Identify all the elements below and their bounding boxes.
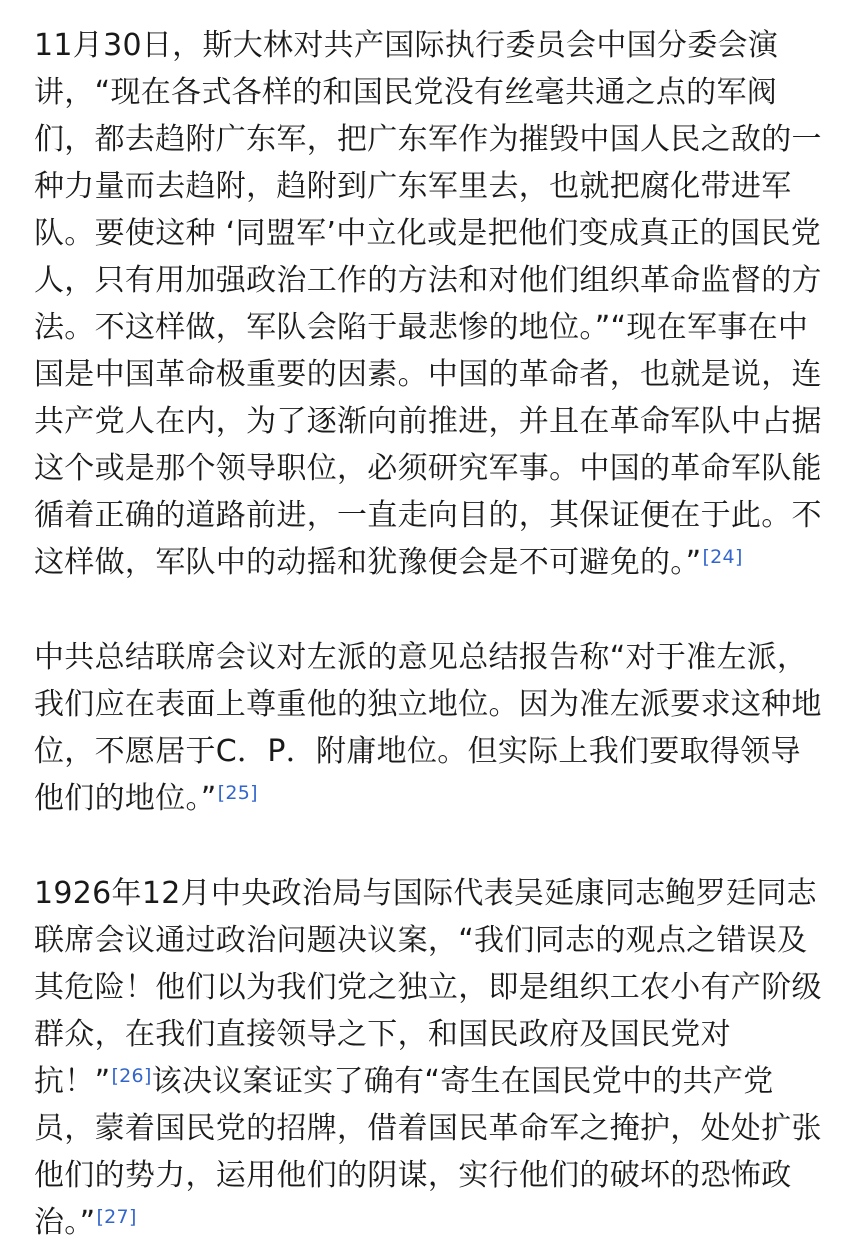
paragraph-3: [34, 870, 826, 1246]
paragraph-text: 11月30日，斯大林对共产国际执行委员会中国分委会演讲，“现在各式各样的和国民党没有丝毫共通之点的军阀们，都去趋附广东军，把广东军作为摧毁中国人民之敌的一种力量而去趋附，趋附到广东军里去，也就把腐化带进军队。要使这种 ‘同盟军’中立化或是把他们变成真正的国民党人，只有用加强政治工作的方法和对他们组织革命监督的方法。不这样做，军队会陷于最悲惨的地位。”“现在军事在中国是中国革命极重要的因素。中国的革命者，也就是说，连共产党人在内，为了逐渐向前推进，并且在革命军队中占据这个或是那个领导职位，必须研究军事。中国的革命军队能循着正确的道路前进，一直走向目的，其保证便在于此。不这样做，军队中的动摇和犹豫便会是不可避免的。”: [34, 28, 822, 580]
paragraph-text: 该决议案证实了确有“寄生在国民党中的共产党员，蒙着国民党的招牌，借着国民革命军之掩护，处处扩张他们的势力，运用他们的阴谋，实行他们的破坏的恐怖政治。”: [34, 1064, 822, 1240]
footnote-ref-27[interactable]: [27]: [96, 1206, 137, 1228]
paragraph-text: 1926年12月中央政治局与国际代表吴延康同志鲍罗廷同志联席会议通过政治问题决议案，“我们同志的观点之错误及其危险！他们以为我们党之独立，即是组织工农小有产阶级群众，在我们直接领导之下，和国民政府及国民党对抗！”: [34, 876, 822, 1099]
paragraph-text: 中共总结联席会议对左派的意见总结报告称“对于准左派，我们应在表面上尊重他的独立地位。因为准左派要求这种地位，不愿居于C．P．附庸地位。但实际上我们要取得领导他们的地位。”: [34, 640, 822, 816]
footnote-ref-24[interactable]: [24]: [702, 546, 743, 568]
footnote-ref-26[interactable]: [26]: [111, 1065, 152, 1087]
paragraph-1: [34, 22, 826, 586]
paragraph-2: [34, 634, 826, 822]
footnote-ref-25[interactable]: [25]: [217, 782, 258, 804]
